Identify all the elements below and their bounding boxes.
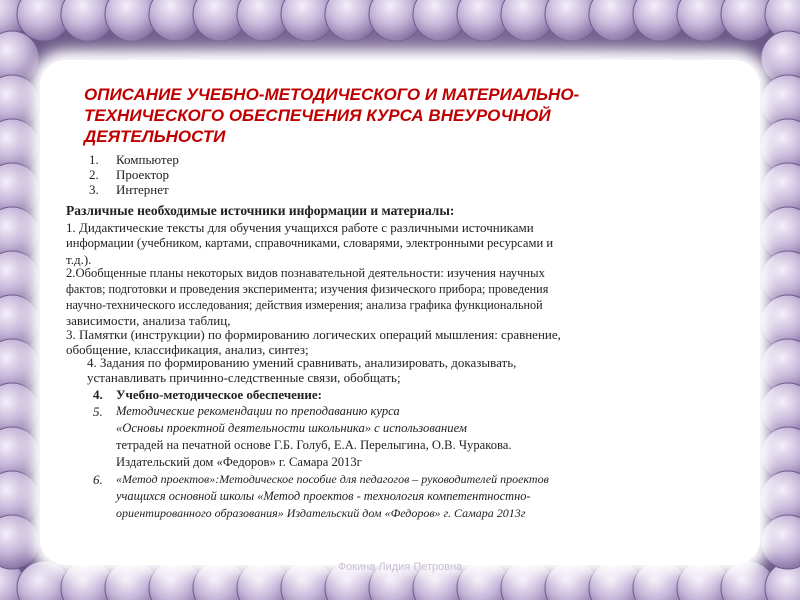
methodical-number: 4. [93,387,103,402]
body-line: научно-технического исследования; действия измерения; анализа графика функциональной [66,298,543,312]
methodical-item-line: Методические рекомендации по преподаванию курса [116,404,400,418]
methodical-item-line: «Основы проектной деятельности школьника» с использованием [116,421,467,435]
page-title [84,84,724,147]
title-line: ОПИСАНИЕ УЧЕБНО-МЕТОДИЧЕСКОГО И МАТЕРИАЛЬНО- [84,85,580,104]
methodical-item-line: учащихся основной школы «Метод проектов - технология компетентностно- [116,489,531,503]
equipment-item: Проектор [116,167,169,182]
equipment-item: Интернет [116,182,169,197]
body-line: 2.Обобщенные планы некоторых видов познавательной деятельности: изучения научных [66,266,545,280]
equipment-number: 3. [89,182,99,197]
equipment-item: Компьютер [116,152,179,167]
body-line: 4. Задания по формированию умений сравнивать, анализировать, доказывать, [87,355,517,370]
equipment-number: 1. [89,152,99,167]
methodical-item-line: «Метод проектов»:Методическое пособие для педагогов – руководителей проектов [116,472,549,486]
body-line: 1. Дидактические тексты для обучения учащихся работе с различными источниками [66,220,534,235]
body-line: устанавливать причинно-следственные связи, обобщать; [87,370,401,385]
body-line: зависимости, анализа таблиц, [66,313,231,328]
methodical-heading: Учебно-методическое обеспечение: [116,387,323,402]
body-line: обобщение, классификация, анализ, синтез; [66,342,309,357]
author-footer: Фокина Лидия Петровна [337,561,463,573]
methodical-item-line: Издательский дом «Федоров» г. Самара 2013г [116,455,362,469]
body-line: фактов; подготовки и проведения эксперимента; изучения физического прибора; проведения [66,282,549,296]
body-line: 3. Памятки (инструкции) по формированию логических операций мышления: сравнение, [66,327,561,342]
methodical-item-number: 6. [93,472,103,487]
sources-heading: Различные необходимые источники информации и материалы: [66,203,455,218]
body-line: информации (учебником, картами, справочниками, словарями, электронными ресурсами и [66,236,554,250]
methodical-item-line: ориентированного образования» Издательский дом «Федоров» г. Самара 2013г [116,506,526,520]
methodical-item-number: 5. [93,404,103,419]
body-line: т.д.). [66,252,92,267]
title-line: ДЕЯТЕЛЬНОСТИ [84,127,226,146]
title-line: ТЕХНИЧЕСКОГО ОБЕСПЕЧЕНИЯ КУРСА ВНЕУРОЧНОЙ [84,106,551,125]
equipment-number: 2. [89,167,99,182]
methodical-item-line: тетрадей на печатной основе Г.Б. Голуб, Е.А. Перелыгина, О.В. Чуракова. [116,438,512,452]
